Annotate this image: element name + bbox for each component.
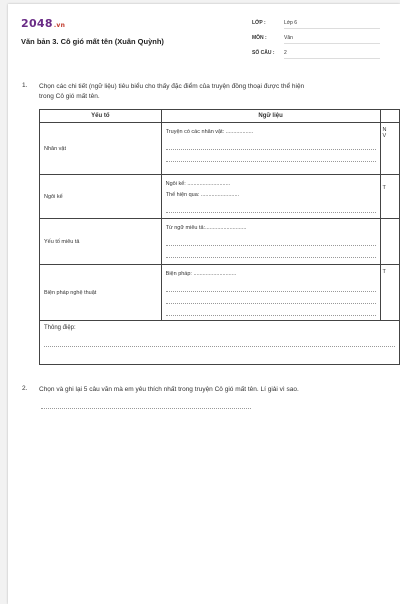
table-row xyxy=(40,219,400,265)
row-label-art: Biện pháp nghệ thuật xyxy=(40,265,162,321)
site-logo[interactable] xyxy=(21,17,65,30)
meta-label-count: SỐ CÂU : xyxy=(252,50,275,56)
prompt-shown-through: Thể hiện qua: ......................... xyxy=(165,192,240,198)
prompt-art: Biện pháp: ............................ xyxy=(165,271,237,277)
extra-text: T xyxy=(382,185,386,191)
extra-cell xyxy=(380,219,399,265)
document-title: Văn bản 3. Cô gió mất tên (Xuân Quỳnh) xyxy=(21,37,164,46)
row-label-character: Nhân vật xyxy=(40,123,162,175)
meta-value-count: 2 xyxy=(284,50,380,59)
answer-line-q2[interactable] xyxy=(41,408,251,409)
table-header-extra xyxy=(380,110,399,123)
logo-text: 2048 xyxy=(21,17,53,30)
meta-label-class: LỚP : xyxy=(252,20,266,26)
answer-cell-character[interactable] xyxy=(161,123,380,175)
blank-line[interactable] xyxy=(166,234,376,246)
row-label-narrator: Ngôi kể xyxy=(40,175,162,219)
blank-line[interactable] xyxy=(166,304,376,316)
extra-cell xyxy=(380,123,399,175)
extra-text: V xyxy=(382,133,387,139)
table-row xyxy=(40,123,400,175)
blank-line[interactable] xyxy=(166,280,376,292)
blank-line[interactable] xyxy=(166,292,376,304)
extra-cell xyxy=(380,265,399,321)
question-2-number: 2. xyxy=(22,385,28,392)
table-header-material: Ngữ liệu xyxy=(161,110,380,123)
meta-value-subject: Văn xyxy=(284,35,380,44)
extra-cell xyxy=(380,175,399,219)
question-1-number: 1. xyxy=(22,82,28,89)
logo-suffix: .vn xyxy=(53,22,66,29)
prompt-character: Truyện có các nhân vật: .................. xyxy=(165,129,254,135)
question-1-line-2: trong Cô gió mất tên. xyxy=(39,93,100,100)
table-row xyxy=(40,265,400,321)
extra-text: N xyxy=(382,127,387,133)
table-row-message xyxy=(40,321,400,365)
answer-cell-description[interactable] xyxy=(161,219,380,265)
row-label-description: Yếu tố miêu tả xyxy=(40,219,162,265)
meta-value-class: Lớp 6 xyxy=(284,20,380,29)
prompt-description: Từ ngữ miêu tả:........................... xyxy=(165,225,247,231)
worksheet-page xyxy=(8,4,400,604)
blank-line[interactable] xyxy=(166,246,376,258)
blank-line[interactable] xyxy=(166,150,376,162)
question-1-text xyxy=(39,82,389,102)
meta-label-subject: MÔN : xyxy=(252,35,267,41)
prompt-narrator: Ngôi kể: ............................ xyxy=(165,181,231,187)
blank-line[interactable] xyxy=(166,201,376,213)
table-header-factor: Yếu tố xyxy=(40,110,162,123)
question-2-text: Chọn và ghi lại 5 câu văn mà em yêu thích nhất trong truyện Cô gió mất tên. Lí giải vì sao. xyxy=(39,386,299,393)
answer-cell-narrator[interactable] xyxy=(161,175,380,219)
blank-line[interactable] xyxy=(44,335,395,347)
answer-cell-art[interactable] xyxy=(161,265,380,321)
answer-table xyxy=(39,109,400,365)
question-1-line-1: Chọn các chi tiết (ngữ liệu) tiêu biểu cho thấy đặc điểm của truyện đồng thoại được thể hiện xyxy=(39,83,305,90)
message-cell[interactable] xyxy=(40,321,400,365)
blank-line[interactable] xyxy=(166,138,376,150)
table-row xyxy=(40,175,400,219)
message-label: Thông điệp: xyxy=(44,325,76,331)
extra-text: T xyxy=(382,269,386,275)
